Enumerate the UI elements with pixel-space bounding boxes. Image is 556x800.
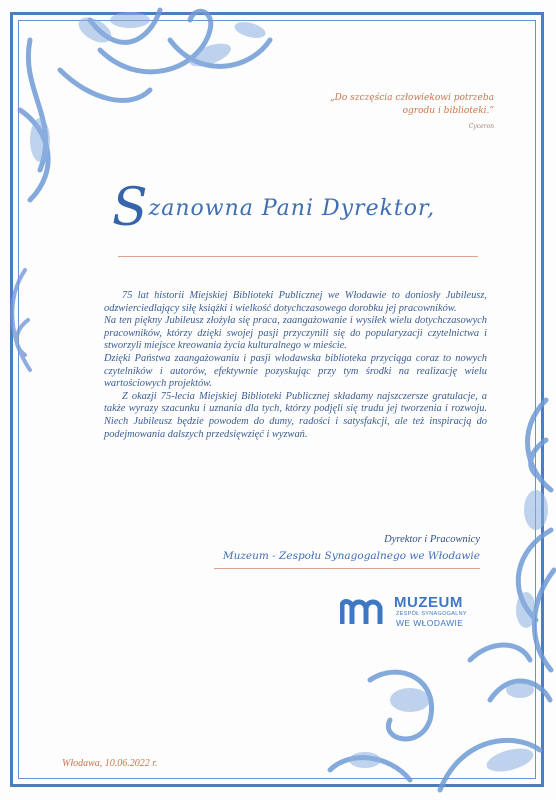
left-ornament bbox=[0, 260, 40, 400]
epigraph-quote bbox=[304, 92, 494, 133]
institution-signature: Muzeum - Zespołu Synagogalnego we Włodawie bbox=[222, 550, 480, 562]
body-paragraph-1: 75 lat historii Miejskiej Biblioteki Publicznej we Włodawie to doniosły Jubileusz, odzwierciedlający siłę książki i wielkość dotychczasowego dorobku jej pracowników. bbox=[104, 290, 487, 314]
salutation-underline bbox=[118, 256, 478, 257]
salutation-text: zanowna Pani Dyrektor, bbox=[148, 196, 436, 221]
right-ornament bbox=[476, 380, 556, 680]
quote-line-2: ogrodu i biblioteki.” bbox=[402, 106, 494, 116]
letter-body bbox=[104, 290, 487, 441]
body-paragraph-4: Z okazji 75-lecia Miejskiej Biblioteki Publicznej składamy najszczersze gratulacje, a także wyrazy szacunku i uznania dla tych, którzy podjęli się trudu jej tworzenia i rozwoju. Niech Jubileusz będzie powodem do dumy, radości i satysfakcji, ale też inspiracją do podejmowania dalszych przedsięwzięć i wyzwań. bbox=[104, 390, 487, 440]
salutation bbox=[112, 178, 436, 238]
quote-author: Cyceron bbox=[468, 123, 494, 130]
logo-subtitle-2: WE WŁODAWIE bbox=[396, 618, 464, 628]
quote-line-1: „Do szczęścia człowiekowi potrzeba bbox=[329, 93, 494, 103]
bottom-right-ornament bbox=[270, 640, 556, 800]
signature-underline bbox=[214, 568, 480, 569]
signer: Dyrektor i Pracownicy bbox=[384, 534, 480, 545]
museum-m-logo-icon bbox=[340, 598, 390, 624]
body-paragraph-2: Na ten piękny Jubileusz złożyła się praca, zaangażowanie i wysiłek wielu dotychczasowych pracowników, którzy dzięki swojej pasji przyczynili się do popularyzacji czytelnictwa i stworzyli miejsce kreowania życia kulturalnego w mieście. bbox=[104, 315, 487, 352]
salutation-initial: S bbox=[112, 178, 149, 238]
letter-date: Włodawa, 10.06.2022 r. bbox=[62, 758, 158, 769]
logo-subtitle-1: ZESPÓŁ SYNAGOGALNY bbox=[396, 611, 467, 617]
logo-title: MUZEUM bbox=[394, 594, 463, 611]
museum-logo bbox=[340, 594, 480, 628]
body-paragraph-3: Dzięki Państwa zaangażowaniu i pasji włodawska biblioteka przyciąga coraz to nowych czytelników i autorów, efektywnie pozyskując przy tym środki na realizację wielu wartościowych projektów. bbox=[104, 352, 487, 390]
